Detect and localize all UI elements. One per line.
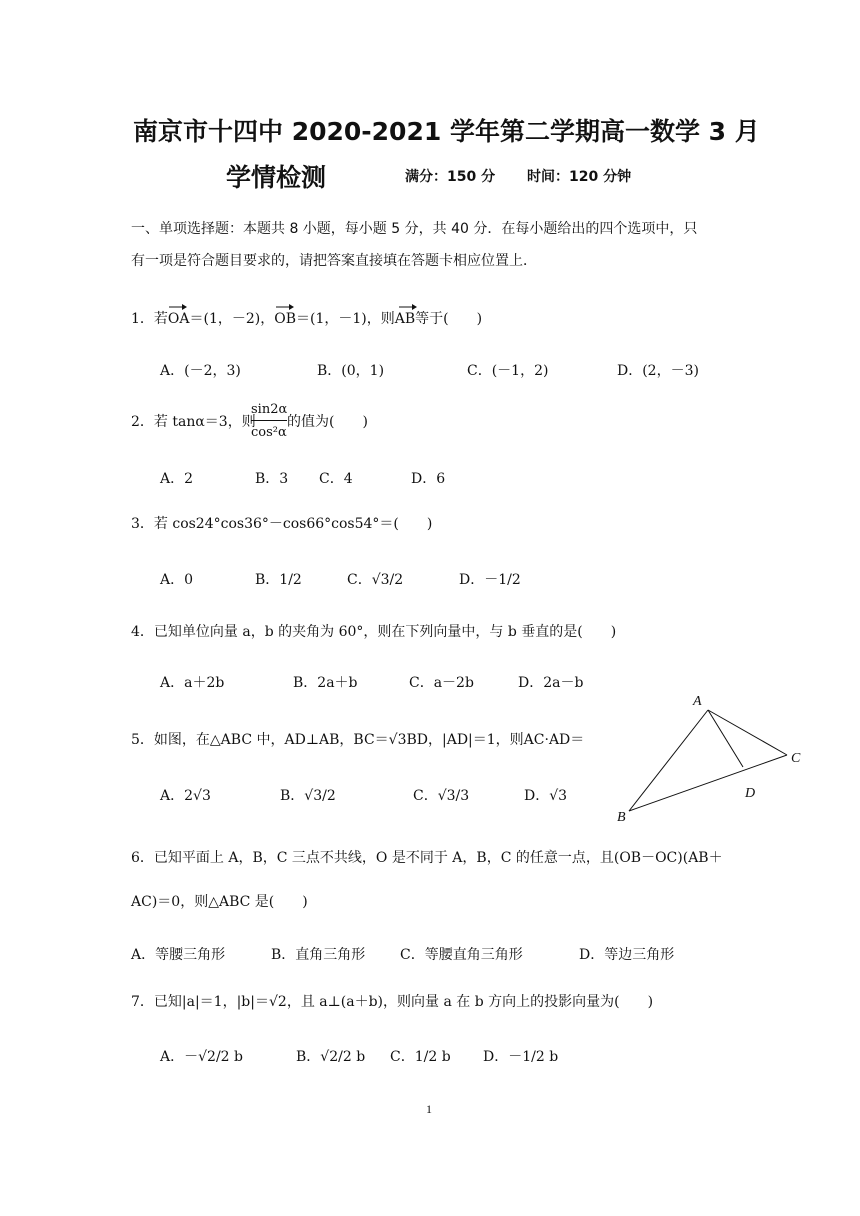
question-4-option-a: A．a＋2b bbox=[160, 675, 225, 691]
vector-arrow-icon bbox=[168, 303, 188, 311]
question-7-option-c: C．1/2 b bbox=[390, 1049, 451, 1065]
question-5-stem: 5．如图，在△ABC 中，AD⊥AB，BC＝√3BD，|AD|＝1，则AC·AD＝ bbox=[131, 732, 585, 748]
question-4-option-b: B．2a＋b bbox=[293, 675, 358, 691]
question-2-frac-num: sin2α bbox=[251, 402, 288, 417]
question-5-option-d: D．√3 bbox=[524, 788, 568, 804]
time-info: 时间：120 分钟 bbox=[527, 169, 632, 185]
side-bc bbox=[629, 755, 787, 811]
question-2-option-b: B．3 bbox=[255, 471, 289, 487]
question-1-option-b: B．(0，1) bbox=[317, 363, 385, 379]
question-2-stem-pre: 2．若 tanα＝3，则 bbox=[131, 414, 256, 430]
score-info: 满分：150 分 bbox=[405, 169, 496, 185]
question-4-option-c: C．a－2b bbox=[409, 675, 474, 691]
question-6-option-c: C．等腰直角三角形 bbox=[400, 947, 523, 963]
question-1-stem: 1．若OA＝(1，－2)，OB＝(1，－1)，则AB等于( ) bbox=[131, 311, 483, 327]
question-2-option-a: A．2 bbox=[160, 471, 194, 487]
question-6-option-a: A．等腰三角形 bbox=[131, 947, 226, 963]
question-2-stem-post: 的值为( ) bbox=[287, 414, 368, 430]
question-2-option-d: D．6 bbox=[411, 471, 446, 487]
section-header-line1: 一、单项选择题：本题共 8 小题，每小题 5 分，共 40 分．在每小题给出的四个选项中，只 bbox=[131, 221, 698, 237]
question-6-option-d: D．等边三角形 bbox=[579, 947, 675, 963]
question-4-stem: 4．已知单位向量 a，b 的夹角为 60°，则在下列向量中，与 b 垂直的是( ) bbox=[131, 624, 617, 640]
question-7-option-b: B．√2/2 b bbox=[296, 1049, 366, 1065]
question-3-option-a: A．0 bbox=[160, 572, 194, 588]
question-3-option-b: B．1/2 bbox=[255, 572, 302, 588]
question-6-option-b: B．直角三角形 bbox=[271, 947, 366, 963]
question-1-option-a: A．(－2，3) bbox=[160, 363, 241, 379]
fraction-bar bbox=[251, 420, 287, 421]
question-2-frac-den: cos²α bbox=[251, 425, 287, 440]
question-7-option-a: A．－√2/2 b bbox=[160, 1049, 243, 1065]
question-7-option-d: D．－1/2 b bbox=[483, 1049, 559, 1065]
question-6-stem-line2: AC)＝0，则△ABC 是( ) bbox=[131, 894, 308, 910]
question-1-option-d: D．(2，－3) bbox=[617, 363, 699, 379]
question-7-stem: 7．已知|a|＝1，|b|＝√2，且 a⊥(a＋b)，则向量 a 在 b 方向上的投影向量为( ) bbox=[131, 994, 654, 1010]
vector-arrow-icon bbox=[275, 303, 295, 311]
question-5-option-c: C．√3/3 bbox=[413, 788, 470, 804]
question-1-option-c: C．(－1，2) bbox=[467, 363, 549, 379]
triangle-figure bbox=[600, 690, 820, 830]
vector-arrow-icon bbox=[398, 303, 418, 311]
question-6-stem-line1: 6．已知平面上 A，B，C 三点不共线，O 是不同于 A，B，C 的任意一点，且(OB－OC)(AB＋ bbox=[131, 850, 723, 866]
page-subtitle: 学情检测 bbox=[226, 163, 327, 192]
figure-label-c: C bbox=[791, 751, 801, 766]
question-3-stem: 3．若 cos24°cos36°－cos66°cos54°＝( ) bbox=[131, 516, 433, 532]
side-ac bbox=[708, 710, 787, 755]
question-4-option-d: D．2a－b bbox=[518, 675, 584, 691]
question-3-option-d: D．－1/2 bbox=[459, 572, 521, 588]
figure-label-b: B bbox=[617, 810, 626, 825]
question-3-option-c: C．√3/2 bbox=[347, 572, 404, 588]
question-5-option-a: A．2√3 bbox=[160, 788, 211, 804]
figure-label-a: A bbox=[693, 694, 702, 709]
section-header-line2: 有一项是符合题目要求的，请把答案直接填在答题卡相应位置上． bbox=[131, 253, 537, 269]
side-ab bbox=[629, 710, 708, 811]
page-number: 1 bbox=[426, 1102, 432, 1116]
page-title: 南京市十四中 2020-2021 学年第二学期高一数学 3 月 bbox=[133, 117, 760, 146]
figure-label-d: D bbox=[745, 786, 756, 801]
segment-ad bbox=[708, 710, 743, 767]
question-5-option-b: B．√3/2 bbox=[280, 788, 336, 804]
question-2-option-c: C．4 bbox=[319, 471, 353, 487]
